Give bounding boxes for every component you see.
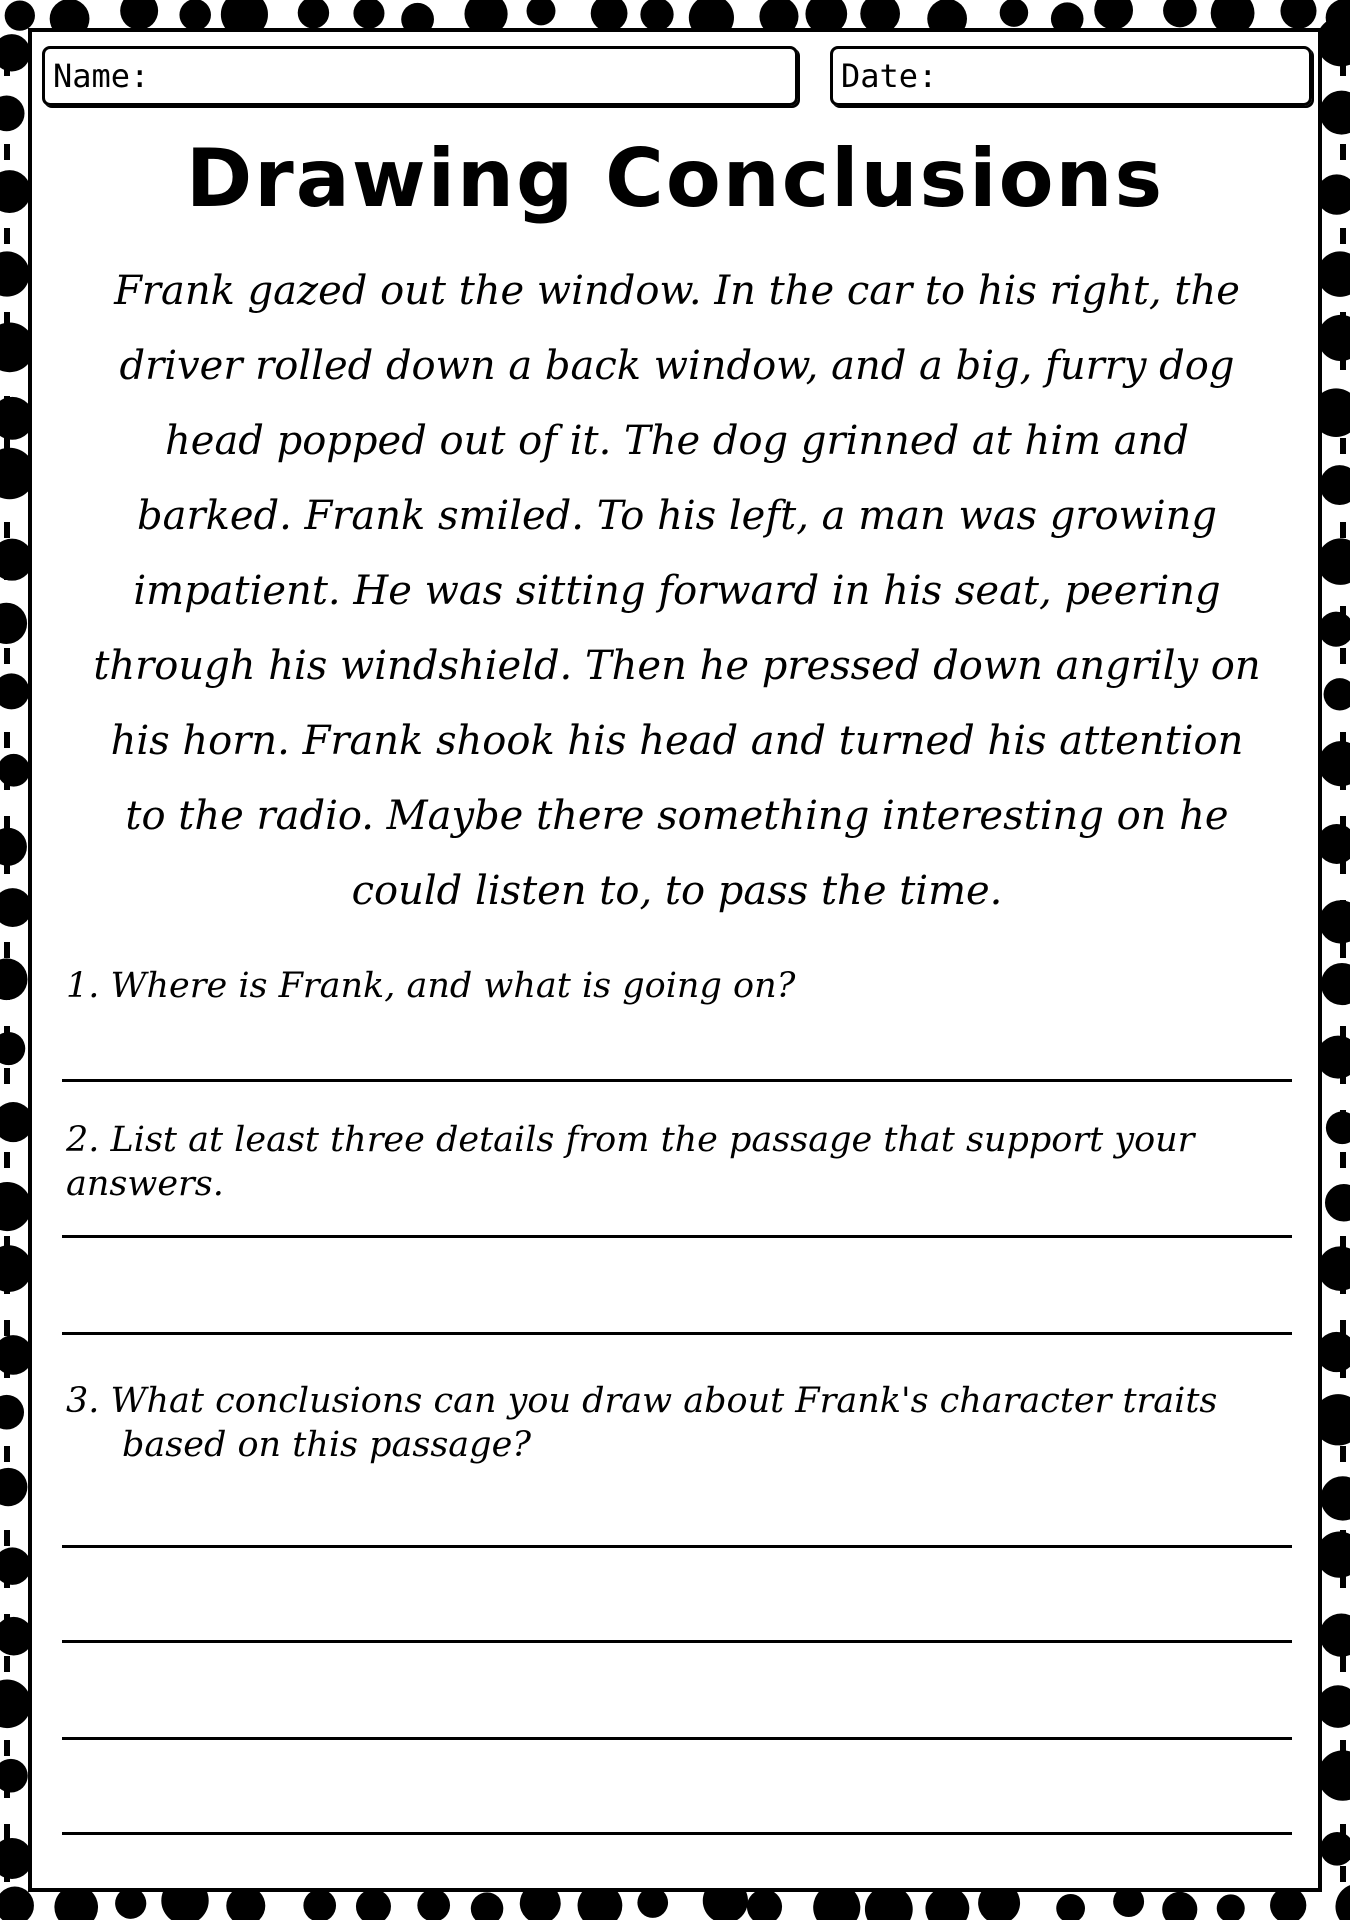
border-dot [4, 1236, 10, 1252]
answer-line[interactable] [62, 1640, 1292, 1643]
border-dot [1340, 312, 1346, 328]
border-dot [0, 96, 25, 132]
border-dot [4, 1824, 10, 1840]
border-dot [1340, 1152, 1346, 1168]
border-dot [4, 1530, 10, 1546]
border-dot [4, 1446, 10, 1462]
border-dot [1340, 438, 1346, 454]
border-dot [1325, 1184, 1350, 1222]
border-dot [471, 1892, 503, 1920]
border-dot [4, 228, 10, 244]
border-dot [1340, 1698, 1346, 1714]
border-dot [1094, 0, 1133, 30]
answer-line[interactable] [62, 1332, 1292, 1335]
border-dot [1340, 816, 1346, 832]
border-dot [4, 102, 10, 118]
border-dot [4, 900, 10, 916]
border-dot [1340, 1362, 1346, 1378]
worksheet-title: Drawing Conclusions [185, 132, 1165, 225]
border-dot [4, 1740, 10, 1756]
border-dot [4, 186, 10, 202]
border-dot [1340, 1320, 1346, 1336]
border-dot [4, 606, 10, 622]
border-dot [747, 1889, 782, 1920]
border-dot [1340, 732, 1346, 748]
border-dot [1340, 900, 1346, 916]
border-dot [1340, 606, 1346, 622]
border-dot [1270, 1887, 1306, 1920]
border-dot [4, 648, 10, 664]
border-dot [1340, 1572, 1346, 1588]
border-dot [591, 0, 628, 32]
border-dot [1340, 1446, 1346, 1462]
border-dot [1340, 564, 1346, 580]
name-field[interactable] [42, 46, 798, 106]
border-dot [1326, 1111, 1350, 1144]
border-dot [4, 144, 10, 160]
border-dot [1340, 942, 1346, 958]
border-dot [4, 1278, 10, 1294]
border-dot [1335, 1883, 1350, 1920]
border-dot [1340, 1026, 1346, 1042]
border-dot [4, 1572, 10, 1588]
border-dot [1340, 270, 1346, 286]
border-dot [0, 1395, 24, 1430]
border-dot [1340, 102, 1346, 118]
answer-line[interactable] [62, 1737, 1292, 1740]
border-dot [4, 480, 10, 496]
border-dot [4, 312, 10, 328]
border-dot [4, 984, 10, 1000]
border-dot [4, 1404, 10, 1420]
border-dot [5, 0, 35, 30]
border-dot [1162, 1892, 1197, 1920]
border-dot [1340, 690, 1346, 706]
border-dot [1340, 1740, 1346, 1756]
border-dot [4, 1362, 10, 1378]
border-dot [1340, 144, 1346, 160]
border-dot [4, 1614, 10, 1630]
border-dot [1340, 858, 1346, 874]
border-dot [1340, 774, 1346, 790]
border-dot [4, 1026, 10, 1042]
border-dot [640, 0, 673, 31]
border-dot [353, 0, 384, 29]
border-dot [1340, 354, 1346, 370]
border-dot [1340, 1782, 1346, 1798]
border-dot [179, 0, 211, 31]
border-dot [120, 0, 158, 30]
border-dot [303, 1889, 336, 1920]
border-dot [4, 1152, 10, 1168]
border-dot [1000, 0, 1028, 27]
question-2: 2. List at least three details from the passage that support your answers. [66, 1120, 1195, 1204]
border-dot [4, 732, 10, 748]
border-dot [1280, 0, 1316, 29]
border-dot [298, 0, 329, 29]
date-field[interactable] [830, 46, 1312, 106]
answer-line[interactable] [62, 1235, 1292, 1238]
border-dot [1340, 1194, 1346, 1210]
border-dot [1340, 648, 1346, 664]
border-dot [1340, 1110, 1346, 1126]
question-1: 1. Where is Frank, and what is going on? [66, 966, 796, 1006]
border-dot [4, 858, 10, 874]
date-label: Date: [841, 57, 938, 95]
border-dot [1340, 396, 1346, 412]
answer-line[interactable] [62, 1545, 1292, 1548]
border-dot [4, 774, 10, 790]
border-dot [0, 1032, 25, 1065]
border-dot [1163, 0, 1197, 27]
worksheet [28, 28, 1322, 1892]
border-dot [1340, 984, 1346, 1000]
border-dot [1324, 678, 1350, 710]
border-dot [1340, 1068, 1346, 1084]
border-dot [1340, 1866, 1346, 1882]
question-3: 3. What conclusions can you draw about Frank's character traits based on this passage? [66, 1381, 1218, 1465]
border-dot [4, 438, 10, 454]
border-dot [1340, 1278, 1346, 1294]
border-dot [4, 1194, 10, 1210]
border-dot [527, 0, 556, 25]
border-dot [4, 396, 10, 412]
border-dot [356, 1889, 391, 1920]
border-dot [1340, 1530, 1346, 1546]
border-dot [1340, 228, 1346, 244]
border-dot [1340, 1824, 1346, 1840]
border-dot [1340, 1404, 1346, 1420]
border-dot [4, 942, 10, 958]
border-dot [1340, 60, 1346, 76]
border-dot [4, 522, 10, 538]
border-dot [4, 354, 10, 370]
answer-line[interactable] [62, 1832, 1292, 1835]
border-dot [4, 1320, 10, 1336]
border-dot [1340, 1488, 1346, 1504]
reading-passage: Frank gazed out the window. In the car to his right, the driver rolled down a back window, and a big, furry dog head popped out of it. The dog grinned at him and barked. Frank smiled. To his left, a man was growing impatient. He was sitting forward in his seat, peering through his windshield. Then he pressed down angrily on his horn. Frank shook his head and turned his attention to the radio. Maybe there something interesting on he could listen to, to pass the time. [93, 268, 1261, 914]
border-dot [1340, 1656, 1346, 1672]
name-label: Name: [53, 57, 150, 95]
border-dot [4, 816, 10, 832]
border-dot [1217, 1894, 1245, 1920]
answer-line[interactable] [62, 1079, 1292, 1082]
border-dot [4, 60, 10, 76]
border-dot [417, 1889, 450, 1920]
border-dot [4, 1866, 10, 1882]
border-dot [1340, 1614, 1346, 1630]
border-dot [1340, 1236, 1346, 1252]
border-dot [4, 564, 10, 580]
border-dot [1340, 522, 1346, 538]
border-dot [4, 1656, 10, 1672]
border-dot [4, 1782, 10, 1798]
border-dot [4, 1698, 10, 1714]
border-dot [115, 1888, 146, 1919]
border-dot [4, 690, 10, 706]
border-dot [1340, 480, 1346, 496]
border-dot [4, 1110, 10, 1126]
border-dot [1056, 1894, 1085, 1920]
border-dot [4, 1488, 10, 1504]
border-dot [4, 1068, 10, 1084]
border-dot [1340, 186, 1346, 202]
border-dot [4, 270, 10, 286]
